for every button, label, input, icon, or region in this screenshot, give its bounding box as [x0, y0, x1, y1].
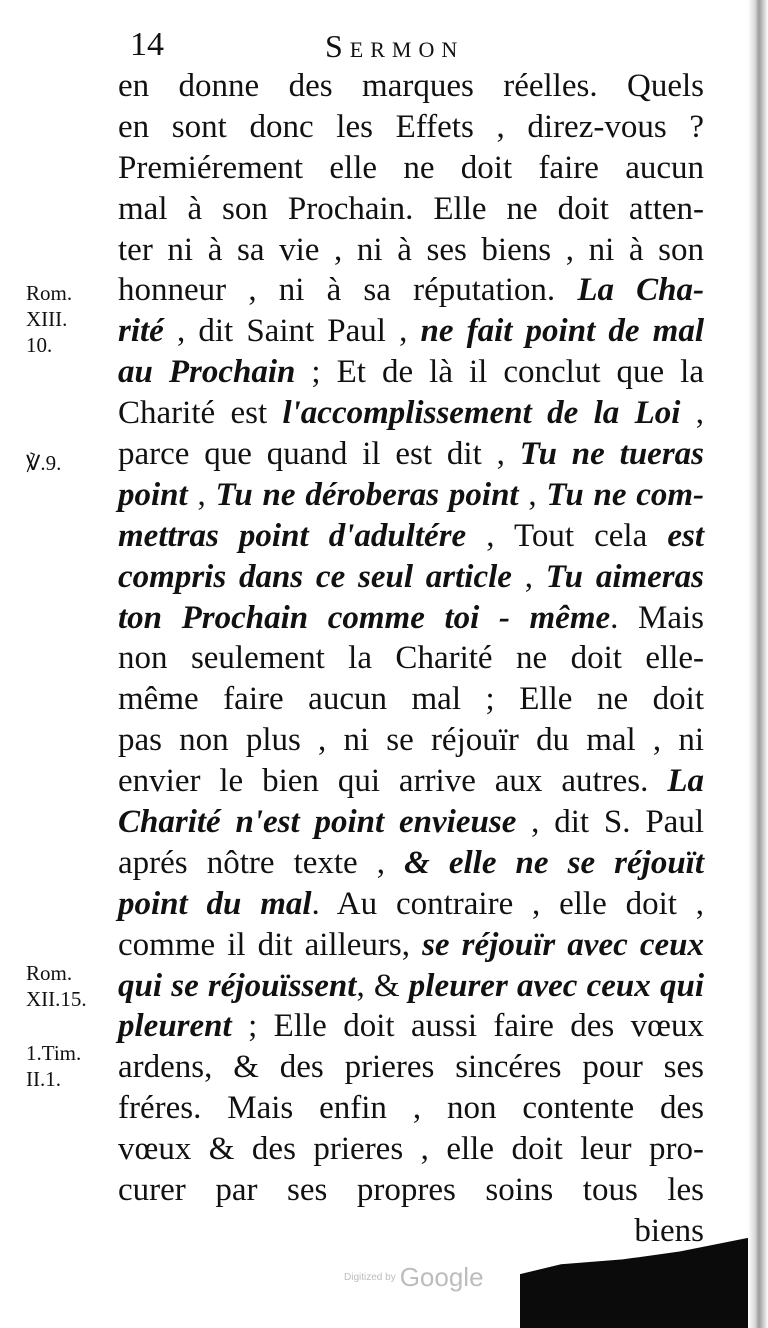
page-number: 14 — [130, 26, 164, 63]
running-head: Sermon — [325, 28, 465, 64]
text-segment: mal à son Prochain. Elle ne doit atten- — [118, 190, 704, 227]
text-line — [118, 516, 704, 557]
italic-quotation: se réjouïr avec ceux — [422, 926, 704, 963]
italic-quotation: La — [667, 763, 704, 800]
text-line — [118, 884, 704, 925]
text-line — [118, 230, 704, 271]
italic-quotation: ne fait point de mal — [420, 313, 704, 350]
text-segment: , dit S. Paul — [516, 804, 704, 841]
italic-quotation: compris dans ce seul article — [118, 558, 512, 595]
text-segment: ; Elle doit aussi faire des vœux — [231, 1008, 704, 1045]
text-segment: curer par ses propres soins tous les — [118, 1172, 704, 1209]
italic-quotation: ton Prochain comme toi - même — [118, 599, 611, 636]
italic-quotation: Tu ne déroberas point — [215, 476, 519, 513]
text-segment: ; Et de là il conclut que la — [295, 354, 705, 391]
text-line — [118, 393, 704, 434]
text-segment: pas non plus , ni se réjouïr du mal , ni — [118, 722, 704, 759]
text-segment: vœux & des prieres , elle doit leur pro- — [118, 1131, 704, 1168]
sermon-body-text — [118, 66, 704, 1252]
text-segment: , dit Saint Paul , — [163, 313, 421, 350]
text-line — [118, 270, 704, 311]
text-segment: parce que quand il est dit , — [118, 436, 520, 473]
watermark-prefix: Digitized by — [344, 1272, 396, 1283]
italic-quotation: au Prochain — [118, 354, 296, 391]
text-segment: envier le bien qui arrive aux autres. — [118, 763, 668, 800]
text-line — [118, 598, 704, 639]
italic-quotation: Tu aimeras — [545, 558, 704, 595]
margin-note-1-tim: 1.Tim. II.1. — [26, 1041, 82, 1091]
italic-quotation: point du mal — [118, 885, 312, 922]
page-header — [0, 18, 768, 66]
italic-quotation: pleurer avec ceux qui — [408, 967, 704, 1004]
page-edge-shadow — [748, 0, 768, 1328]
italic-quotation: & elle ne se réjouït — [404, 844, 705, 881]
text-segment: ardens, & des prieres sincéres pour ses — [118, 1049, 704, 1086]
text-line — [118, 189, 704, 230]
text-line — [118, 966, 704, 1007]
text-line — [118, 352, 704, 393]
text-line — [118, 1047, 704, 1088]
italic-quotation: point — [118, 476, 188, 513]
text-line — [118, 1129, 704, 1170]
text-line — [118, 475, 704, 516]
text-segment: , & — [356, 967, 409, 1004]
text-segment: , — [518, 476, 547, 513]
text-segment: , Tout cela — [466, 517, 668, 554]
italic-quotation: La Cha- — [577, 272, 705, 309]
text-line — [118, 843, 704, 884]
text-line — [118, 925, 704, 966]
text-line — [118, 434, 704, 475]
text-line — [118, 1211, 704, 1252]
text-line — [118, 802, 704, 843]
italic-quotation: Tu ne com- — [546, 476, 705, 513]
text-segment: ter ni à sa vie , ni à ses biens , ni à son — [118, 231, 704, 268]
text-segment: , — [680, 395, 705, 432]
margin-note-rom-13: Rom. XIII. 10. — [26, 281, 73, 357]
digitized-watermark — [344, 1262, 484, 1293]
text-segment: honneur , ni à sa réputation. — [118, 272, 578, 309]
italic-quotation: rité — [118, 313, 164, 350]
margin-note-verse-9: ℣.9. — [26, 451, 62, 475]
text-line — [118, 107, 704, 148]
italic-quotation: Charité n'est point envieuse — [118, 804, 517, 841]
text-line — [118, 1088, 704, 1129]
italic-quotation: est — [667, 517, 704, 554]
text-line — [118, 148, 704, 189]
watermark-brand: Google — [399, 1262, 484, 1292]
text-segment: . Mais — [610, 599, 704, 636]
text-segment: fréres. Mais enfin , non contente des — [118, 1090, 704, 1127]
text-segment: Premiérement elle ne doit faire aucun — [118, 149, 704, 186]
italic-quotation: pleurent — [118, 1008, 232, 1045]
text-segment: biens — [634, 1212, 704, 1249]
text-segment: en sont donc les Effets , direz-vous ? — [118, 108, 704, 145]
text-segment: , — [511, 558, 546, 595]
margin-note-rom-12: Rom. XII.15. — [26, 961, 87, 1011]
text-segment: aprés nôtre texte , — [118, 844, 405, 881]
text-segment: Charité est — [118, 395, 283, 432]
text-line — [118, 1006, 704, 1047]
italic-quotation: l'accomplissement de la Loi — [282, 395, 681, 432]
text-segment: non seulement la Charité ne doit elle- — [118, 640, 704, 677]
text-line — [118, 1170, 704, 1211]
text-line — [118, 638, 704, 679]
text-line — [118, 720, 704, 761]
italic-quotation: qui se réjouïssent — [118, 967, 357, 1004]
text-line — [118, 679, 704, 720]
text-line — [118, 311, 704, 352]
text-line — [118, 761, 704, 802]
text-line — [118, 66, 704, 107]
italic-quotation: mettras point d'adultére — [118, 517, 467, 554]
text-segment: en donne des marques réelles. Quels — [118, 68, 704, 104]
text-line — [118, 557, 704, 598]
text-segment: , — [187, 476, 216, 513]
text-segment: . Au contraire , elle doit , — [311, 885, 704, 922]
text-segment: même faire aucun mal ; Elle ne doit — [118, 681, 704, 718]
italic-quotation: Tu ne tueras — [519, 436, 705, 473]
text-segment: comme il dit ailleurs, — [118, 926, 423, 963]
